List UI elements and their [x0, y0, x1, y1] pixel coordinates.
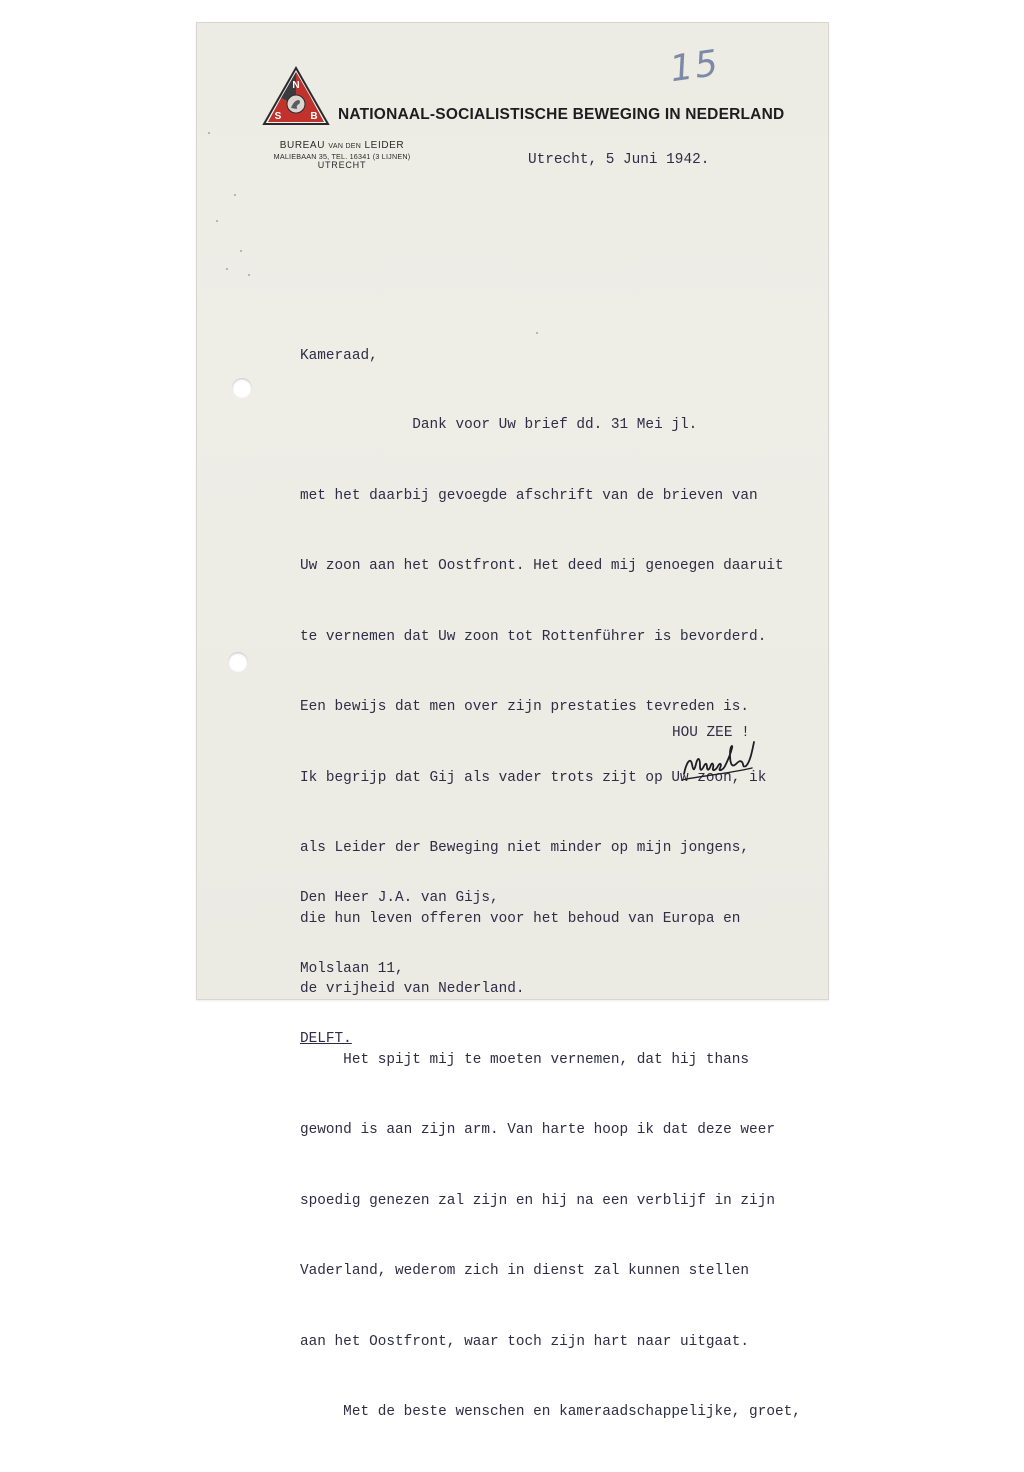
bureau-city: UTRECHT: [317, 160, 367, 171]
body-line: Met de beste wenschen en kameraadschappelijke, groet,: [300, 1404, 801, 1420]
body-line: aan het Oostfront, waar toch zijn hart naar uitgaat.: [300, 1333, 750, 1350]
punch-hole-bottom: [228, 652, 248, 672]
bureau-address: MALIEBAAN 35, TEL. 16341 (3 LIJNEN): [273, 151, 411, 161]
date-line: Utrecht, 5 Juni 1942.: [528, 152, 710, 168]
recipient-address: [300, 840, 499, 1099]
body-line: te vernemen dat Uw zoon tot Rottenführer is bevorderd.: [300, 628, 767, 645]
archive-number: 15: [667, 42, 723, 91]
body-line: Dank voor Uw brief dd. 31 Mei jl.: [300, 417, 698, 433]
recipient-name: Den Heer J.A. van Gijs,: [300, 890, 499, 906]
body-line: Uw zoon aan het Oostfront. Het deed mij genoegen daaruit: [300, 558, 784, 574]
punch-hole-top: [232, 378, 252, 398]
nsb-logo-icon: [262, 66, 330, 128]
recipient-city: DELFT.: [300, 1031, 352, 1047]
letter-sheet: [196, 22, 829, 1420]
body-line: met het daarbij gevoegde afschrift van de brieven van: [300, 487, 758, 504]
closing-salute: HOU ZEE !: [672, 725, 750, 741]
bureau-suffix: LEIDER: [364, 140, 405, 151]
body-line: de vrijheid van Nederland.: [300, 981, 525, 997]
body-line: gewond is aan zijn arm. Van harte hoop ik dat deze weer: [300, 1122, 775, 1138]
body-line: Ik begrijp dat Gij als vader trots zijt op Uw zoon, ik: [300, 769, 767, 786]
recipient-street: Molslaan 11,: [300, 960, 404, 977]
body-line: Een bewijs dat men over zijn prestaties tevreden is.: [300, 699, 750, 715]
body-line: als Leider der Beweging niet minder op mijn jongens,: [300, 840, 750, 856]
organisation-name: NATIONAAL-SOCIALISTISCHE BEWEGING IN NEDERLAND: [338, 106, 785, 123]
body-line: spoedig genezen zal zijn en hij na een verblijf in zijn: [300, 1192, 775, 1209]
logo-letter-b: B: [310, 111, 318, 122]
body-line: Het spijt mij te moeten vernemen, dat hij thans: [300, 1051, 750, 1068]
handwritten-signature: [680, 734, 760, 786]
body-line: Vaderland, wederom zich in dienst zal kunnen stellen: [300, 1263, 750, 1279]
body-line: die hun leven offeren voor het behoud van Europa en: [300, 910, 741, 927]
bureau-small: VAN DEN: [328, 143, 362, 150]
logo-letter-s: S: [274, 111, 282, 122]
bureau-title: [262, 141, 422, 152]
bureau-prefix: BUREAU: [279, 140, 326, 151]
logo-letter-n: N: [292, 80, 300, 91]
salutation: Kameraad,: [300, 348, 378, 364]
bureau-block: [262, 141, 422, 171]
